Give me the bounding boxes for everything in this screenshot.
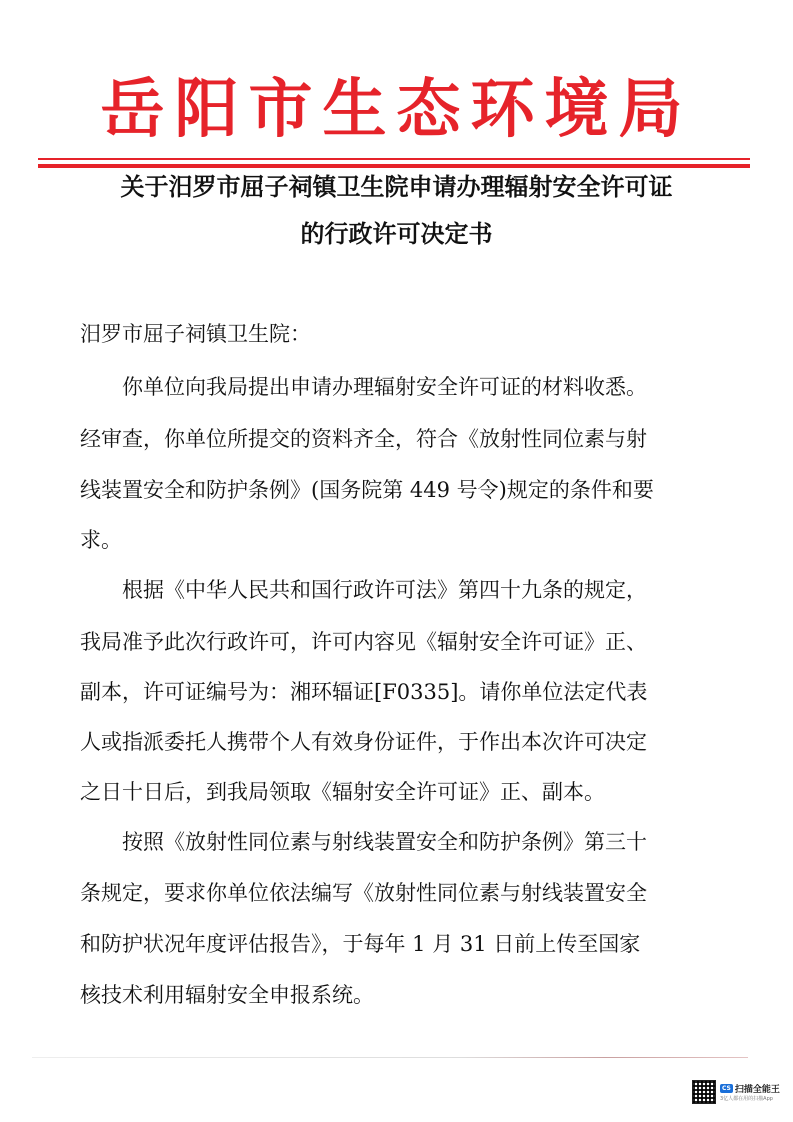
document-title-line-2: 的行政许可决定书 xyxy=(300,220,493,248)
scanner-tagline: 3亿人都在用的扫描App xyxy=(720,1096,773,1102)
paragraph-line: 副本，许可证编号为：湘环辐证[F0335]。请你单位法定代表 xyxy=(80,680,648,704)
document-title-line-1: 关于汨罗市屈子祠镇卫生院申请办理辐射安全许可证 xyxy=(120,173,673,201)
addressee: 汨罗市屈子祠镇卫生院： xyxy=(80,322,311,346)
paragraph-line: 线装置安全和防护条例》(国务院第 449 号令)规定的条件和要 xyxy=(80,478,654,502)
paragraph-line: 和防护状况年度评估报告》，于每年 1 月 31 日前上传至国家 xyxy=(80,932,641,956)
paragraph-line: 经审查，你单位所提交的资料齐全，符合《放射性同位素与射 xyxy=(80,427,647,451)
header-rule-thick xyxy=(38,164,750,168)
header-rule-thin xyxy=(38,158,750,160)
cs-logo-icon: CS xyxy=(722,1085,731,1092)
paragraph-line: 根据《中华人民共和国行政许可法》第四十九条的规定， xyxy=(122,578,647,602)
scanner-brand: 扫描全能王 xyxy=(734,1085,780,1095)
paragraph-line: 求。 xyxy=(80,528,122,552)
paragraph-line: 我局准予此次行政许可，许可内容见《辐射安全许可证》正、 xyxy=(80,630,647,654)
paragraph-line: 条规定，要求你单位依法编写《放射性同位素与射线装置安全 xyxy=(80,881,647,905)
paragraph-line: 按照《放射性同位素与射线装置安全和防护条例》第三十 xyxy=(122,830,647,854)
paragraph-line: 你单位向我局提出申请办理辐射安全许可证的材料收悉。 xyxy=(122,375,647,399)
paragraph-line: 之日十日后，到我局领取《辐射安全许可证》正、副本。 xyxy=(80,780,605,804)
qr-code-icon xyxy=(692,1080,716,1104)
scanner-watermark xyxy=(692,1078,788,1106)
page-bottom-edge xyxy=(32,1057,748,1058)
paragraph-line: 人或指派委托人携带个人有效身份证件，于作出本次许可决定 xyxy=(80,730,647,754)
paragraph-line: 核技术利用辐射安全申报系统。 xyxy=(80,983,374,1007)
agency-header: 岳阳市生态环境局 xyxy=(100,72,693,147)
